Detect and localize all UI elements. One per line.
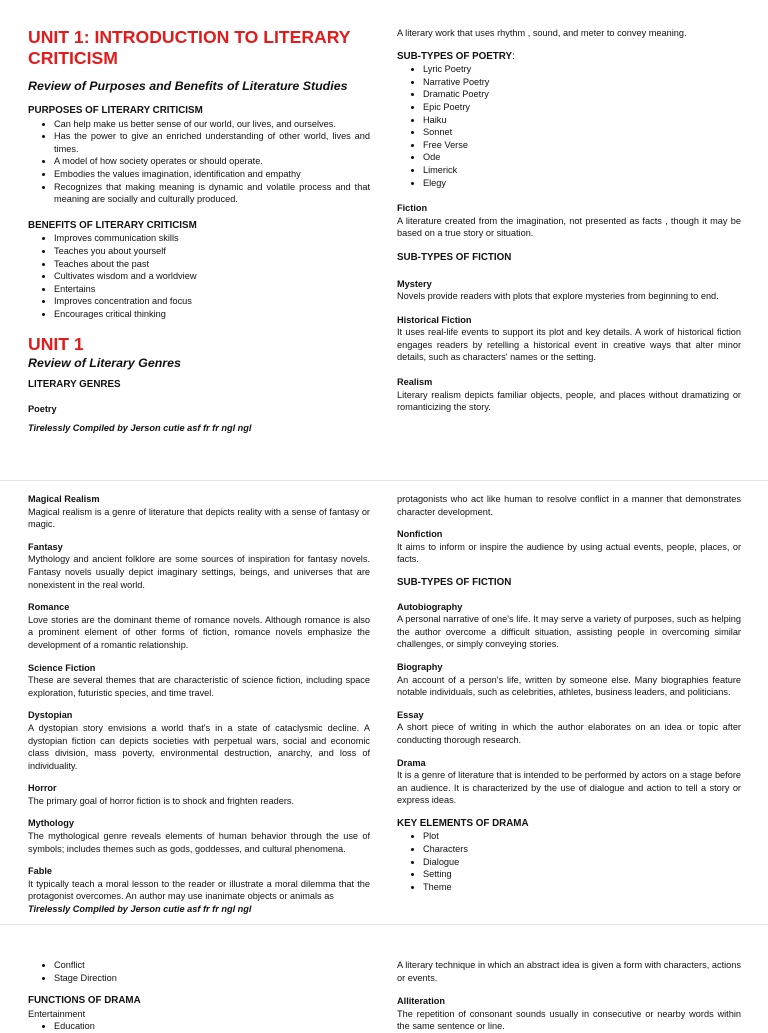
genre-label: Romance xyxy=(28,602,70,613)
genre-label: Autobiography xyxy=(397,601,463,612)
document-page-2 xyxy=(0,480,768,925)
list-item: • Recognizes that making meaning is dynamic and volatile process and that meaning are socially and culturally produced. xyxy=(54,181,370,206)
list-item: • Sonnet xyxy=(423,126,741,139)
nonfiction-definition: It aims to inform or inspire the audience by using actual events, people, places, or facts. xyxy=(397,541,741,565)
genre-section xyxy=(28,865,370,903)
genre-section xyxy=(28,601,370,651)
page1-left-column xyxy=(28,27,370,434)
poetry-subtypes-list xyxy=(397,63,741,189)
list-item: • Improves concentration and focus xyxy=(54,295,370,308)
genre-definition: It is a genre of literature that is intended to be performed by actors on a stage before an audience. It is characterized by the use of dialogue and action to tell a story or express ideas. xyxy=(397,770,741,806)
page2-left-column xyxy=(28,493,370,916)
page3-left-column xyxy=(28,959,370,1033)
historical-fiction-definition: It uses real-life events to support its plot and key details. A work of historical fiction engages readers by retelling a historical event in creative ways that alter minor details, such as characters' names or the setting. xyxy=(397,327,741,363)
genre-section xyxy=(28,817,370,855)
genre-section xyxy=(28,782,370,807)
genre-definition: The primary goal of horror fiction is to shock and frighten readers. xyxy=(28,795,295,806)
genre-section xyxy=(397,757,741,807)
genre-label: Biography xyxy=(397,661,443,672)
unit-2-title: UNIT 1 xyxy=(28,333,84,354)
page-footer: Tirelessly Compiled by Jerson cutie asf fr fr ngl ngl xyxy=(28,422,252,433)
list-item: • Dramatic Poetry xyxy=(423,88,741,101)
list-item: • Education xyxy=(54,1020,370,1033)
nonfiction-label: Nonfiction xyxy=(397,529,443,540)
fable-continuation: protagonists who act like human to resolve conflict in a manner that demonstrates character development. xyxy=(397,494,741,517)
realism-definition: Literary realism depicts familiar objects, people, and places without dramatizing or romanticizing the story. xyxy=(397,389,741,413)
genre-definition: It typically teach a moral lesson to the reader or illustrate a moral dilemma that the protagonist overcomes. An author may use inanimate objects or animals as xyxy=(28,878,370,902)
genre-section xyxy=(397,601,741,651)
genre-definition: Magical realism is a genre of literature that depicts reality with a sense of fantasy or magic. xyxy=(28,506,370,530)
fiction-definition: A literature created from the imagination, not presented as facts , though it may be based on a true story or situation. xyxy=(397,215,741,239)
list-item: • Lyric Poetry xyxy=(423,63,741,76)
fiction-label: Fiction xyxy=(397,203,428,214)
genre-label: Fantasy xyxy=(28,541,63,552)
alliteration-label: Alliteration xyxy=(397,996,445,1007)
technique-definition: A literary technique in which an abstract idea is given a form with characters, actions or events. xyxy=(397,960,741,983)
list-item: • Stage Direction xyxy=(54,972,370,985)
list-item: • Free Verse xyxy=(423,139,741,152)
document-page-3 xyxy=(0,924,768,1032)
page3-right-column xyxy=(397,959,741,1033)
genre-section xyxy=(28,662,370,700)
poetry-definition: A literary work that uses rhythm , sound, and meter to convey meaning. xyxy=(397,28,687,38)
list-item: • Epic Poetry xyxy=(423,101,741,114)
list-item: • Dialogue xyxy=(423,856,741,869)
genres-subtitle: Review of Literary Genres xyxy=(28,355,181,370)
benefits-list xyxy=(28,232,370,320)
fiction-subtypes-heading: SUB-TYPES OF FICTION xyxy=(397,251,512,263)
genre-label: Horror xyxy=(28,783,57,794)
purposes-list xyxy=(28,118,370,206)
genre-section xyxy=(397,661,741,699)
genre-section xyxy=(28,541,370,591)
alliteration-definition: The repetition of consonant sounds usually in consecutive or nearby words within the same sentence or line. xyxy=(397,1008,741,1032)
list-item: • Limerick xyxy=(423,164,741,177)
genre-label: Mythology xyxy=(28,818,74,829)
historical-fiction-label: Historical Fiction xyxy=(397,314,472,325)
purposes-heading: PURPOSES OF LITERARY CRITICISM xyxy=(28,105,203,116)
genre-section xyxy=(28,493,370,531)
list-item: • Characters xyxy=(423,843,741,856)
mystery-definition: Novels provide readers with plots that explore mysteries from beginning to end. xyxy=(397,291,719,302)
genre-definition: Mythology and ancient folklore are some sources of inspiration for fantasy novels. Fantasy novels usually depict imaginary settings, beings, and universes that are nonexistent in the real world. xyxy=(28,554,370,590)
functions-list xyxy=(28,1020,370,1033)
list-item: • Theme xyxy=(423,881,741,894)
unit-title: UNIT 1: INTRODUCTION TO LITERARY CRITICISM xyxy=(28,27,351,68)
benefits-heading: BENEFITS OF LITERARY CRITICISM xyxy=(28,219,197,231)
genre-definition: A short piece of writing in which the author elaborates on an idea or topic after conducting thorough research. xyxy=(397,722,741,745)
functions-of-drama-heading: FUNCTIONS OF DRAMA xyxy=(28,995,141,1007)
genre-section xyxy=(28,709,370,772)
genre-definition: A personal narrative of one's life. It may serve a variety of purposes, such as helping the author overcome a difficult situation, assisting people in overcoming similar challenges, or simply conveying stories. xyxy=(397,614,741,650)
list-item: • Teaches you about yourself xyxy=(54,245,370,258)
list-item: • Plot xyxy=(423,830,741,843)
page-footer: Tirelessly Compiled by Jerson cutie asf fr fr ngl ngl xyxy=(28,904,252,915)
genre-definition: An account of a person's life, written by someone else. Many biographies feature notable individuals, such as celebrities, athletes, business leaders, and politicians. xyxy=(397,674,741,698)
genre-definition: These are several themes that are characteristic of science fiction, including space exploration, futuristic species, and time travel. xyxy=(28,675,370,698)
page1-right-column xyxy=(397,27,741,414)
genre-section xyxy=(397,709,741,747)
review-subtitle: Review of Purposes and Benefits of Literature Studies xyxy=(28,79,348,93)
list-item: • Entertains xyxy=(54,283,370,296)
list-item: • Setting xyxy=(423,868,741,881)
poetry-subtypes-heading: SUB-TYPES OF POETRY: xyxy=(397,50,515,62)
drama-elements-continued-list xyxy=(28,959,370,984)
list-item: • A model of how society operates or should operate. xyxy=(54,155,370,168)
drama-elements-heading: KEY ELEMENTS OF DRAMA xyxy=(397,817,529,829)
genre-label: Science Fiction xyxy=(28,662,96,673)
page2-right-column xyxy=(397,493,741,893)
document-page-1 xyxy=(0,0,768,480)
list-item: • Encourages critical thinking xyxy=(54,308,370,321)
list-item: • Haiku xyxy=(423,114,741,127)
list-item: • Teaches about the past xyxy=(54,258,370,271)
function-item: Entertainment xyxy=(28,1008,86,1019)
genre-label: Dystopian xyxy=(28,710,73,721)
realism-label: Realism xyxy=(397,377,433,388)
list-item: • Improves communication skills xyxy=(54,232,370,245)
list-item: • Has the power to give an enriched understanding of other world, lives and times. xyxy=(54,130,370,155)
genre-label: Essay xyxy=(397,709,424,720)
drama-elements-list xyxy=(397,830,741,893)
list-item: • Narrative Poetry xyxy=(423,76,741,89)
genre-definition: Love stories are the dominant theme of romance novels. Although romance is also a prominent element of other forms of fiction, romance novels emphasize the development of a romantic relationship. xyxy=(28,614,370,650)
mystery-label: Mystery xyxy=(397,278,432,289)
genre-label: Magical Realism xyxy=(28,494,100,504)
genre-label: Fable xyxy=(28,866,52,877)
literary-genres-heading: LITERARY GENRES xyxy=(28,378,121,390)
list-item: • Elegy xyxy=(423,177,741,190)
poetry-label: Poetry xyxy=(28,404,57,415)
list-item: • Ode xyxy=(423,151,741,164)
genre-label: Drama xyxy=(397,757,426,768)
list-item: • Conflict xyxy=(54,959,370,972)
nonfiction-subtypes-heading: SUB-TYPES OF FICTION xyxy=(397,576,512,588)
list-item: • Embodies the values imagination, identification and empathy xyxy=(54,168,370,181)
genre-definition: A dystopian story envisions a world that's in a state of cataclysmic decline. A dystopian fiction can depicts societies with perpetual wars, social and economic class division, mass poverty, environmental destruction, anarchy, and loss of individuality. xyxy=(28,722,370,771)
genre-definition: The mythological genre reveals elements of human behavior through the use of symbols; includes themes such as gods, goddesses, and cultural phenomena. xyxy=(28,831,370,854)
list-item: • Cultivates wisdom and a worldview xyxy=(54,270,370,283)
list-item: • Can help make us better sense of our world, our lives, and ourselves. xyxy=(54,118,370,131)
